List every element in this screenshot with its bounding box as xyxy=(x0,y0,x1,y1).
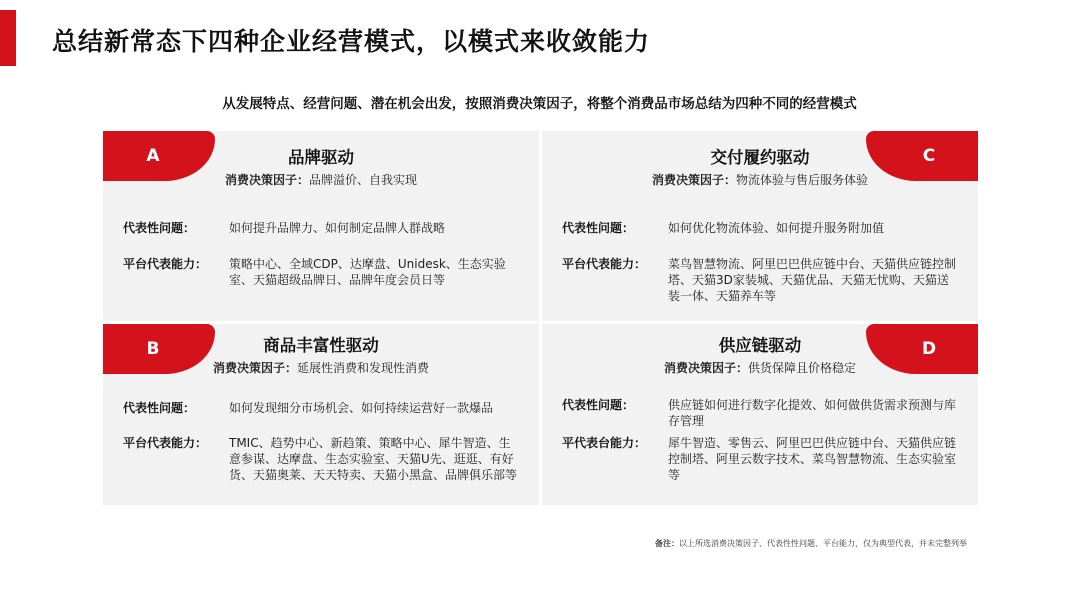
ability-value: 菜鸟智慧物流、阿里巴巴供应链中台、天猫供应链控制塔、天猫3D家装城、天猫优品、天猫无忧购、天猫送装一体、天猫养车等 xyxy=(668,257,957,303)
factor-label: 消费决策因子： xyxy=(663,361,748,375)
issue-label: 代表性问题： xyxy=(123,221,196,235)
quadrant-c-badge: C xyxy=(866,131,978,181)
quadrant-b-ability-row xyxy=(123,435,521,483)
quadrant-b-badge: B xyxy=(103,324,215,374)
factor-label: 消费决策因子： xyxy=(224,173,309,187)
factor-value: 延展性消费和发现性消费 xyxy=(297,361,430,375)
quadrant-a-factor xyxy=(103,171,539,188)
footnote-text: 以上所选消费决策因子、代表性性问题、平台能力，仅为典型代表，并未完整列举 xyxy=(679,539,967,548)
quadrant-d-title: 供应链驱动 xyxy=(718,336,802,355)
quadrant-d-ability-row xyxy=(562,435,960,483)
ability-label: 平台代表能力： xyxy=(123,436,208,450)
factor-label: 消费决策因子： xyxy=(651,173,736,187)
issue-label: 代表性问题： xyxy=(562,398,635,412)
horizontal-divider xyxy=(103,321,978,324)
quadrant-grid xyxy=(103,131,978,505)
quadrant-d-badge: D xyxy=(866,324,978,374)
vertical-divider xyxy=(539,131,542,505)
issue-label: 代表性问题： xyxy=(562,221,635,235)
page-subtitle: 从发展特点、经营问题、潜在机会出发，按照消费决策因子，将整个消费品市场总结为四种不同的经营模式 xyxy=(222,96,857,112)
quadrant-d-factor xyxy=(542,359,978,376)
factor-value: 物流体验与售后服务体验 xyxy=(736,173,869,187)
quadrant-assortment-driven xyxy=(103,324,539,505)
quadrant-b-issue-row xyxy=(123,400,521,416)
quadrant-a-title: 品牌驱动 xyxy=(288,148,354,167)
quadrant-fulfillment-driven xyxy=(542,131,978,321)
quadrant-c-title: 交付履约驱动 xyxy=(710,148,810,167)
ability-value: 犀牛智造、零售云、阿里巴巴供应链中台、天猫供应链控制塔、阿里云数字技术、菜鸟智慧物流、生态实验室等 xyxy=(668,436,957,482)
factor-label: 消费决策因子： xyxy=(212,361,297,375)
issue-value: 供应链如何进行数字化提效、如何做供货需求预测与库存管理 xyxy=(668,398,957,428)
ability-label: 平台代表能力： xyxy=(123,257,208,271)
quadrant-a-badge: A xyxy=(103,131,215,181)
quadrant-d-issue-row xyxy=(562,397,960,429)
issue-value: 如何发现细分市场机会、如何持续运营好一款爆品 xyxy=(229,401,494,415)
footnote-label: 备注： xyxy=(655,539,679,548)
quadrant-c-issue-row xyxy=(562,220,960,236)
quadrant-a-ability-row xyxy=(123,256,521,288)
quadrant-brand-driven xyxy=(103,131,539,321)
issue-value: 如何提升品牌力、如何制定品牌人群战略 xyxy=(229,221,446,235)
page-title: 总结新常态下四种企业经营模式，以模式来收敛能力 xyxy=(52,27,651,56)
quadrant-c-ability-row xyxy=(562,256,960,304)
factor-value: 品牌溢价、自我实现 xyxy=(309,173,418,187)
title-accent-bar xyxy=(0,10,16,66)
quadrant-b-factor xyxy=(103,359,539,376)
quadrant-a-issue-row xyxy=(123,220,521,236)
issue-value: 如何优化物流体验、如何提升服务附加值 xyxy=(668,221,885,235)
ability-label: 平代表台能力： xyxy=(562,436,647,450)
ability-value: TMIC、趋势中心、新趋策、策略中心、犀牛智造、生意参谋、达摩盘、生态实验室、天猫U先、逛逛、有好货、天猫奥莱、天天特卖、天猫小黑盒、品牌俱乐部等 xyxy=(229,436,518,482)
issue-label: 代表性问题： xyxy=(123,401,196,415)
quadrant-c-factor xyxy=(542,171,978,188)
factor-value: 供货保障且价格稳定 xyxy=(748,361,857,375)
footnote xyxy=(655,538,967,549)
quadrant-b-title: 商品丰富性驱动 xyxy=(263,336,379,355)
ability-value: 策略中心、全域CDP、达摩盘、Unidesk、生态实验室、天猫超级品牌日、品牌年度会员日等 xyxy=(229,257,506,287)
ability-label: 平台代表能力： xyxy=(562,257,647,271)
quadrant-supply-chain-driven xyxy=(542,324,978,505)
